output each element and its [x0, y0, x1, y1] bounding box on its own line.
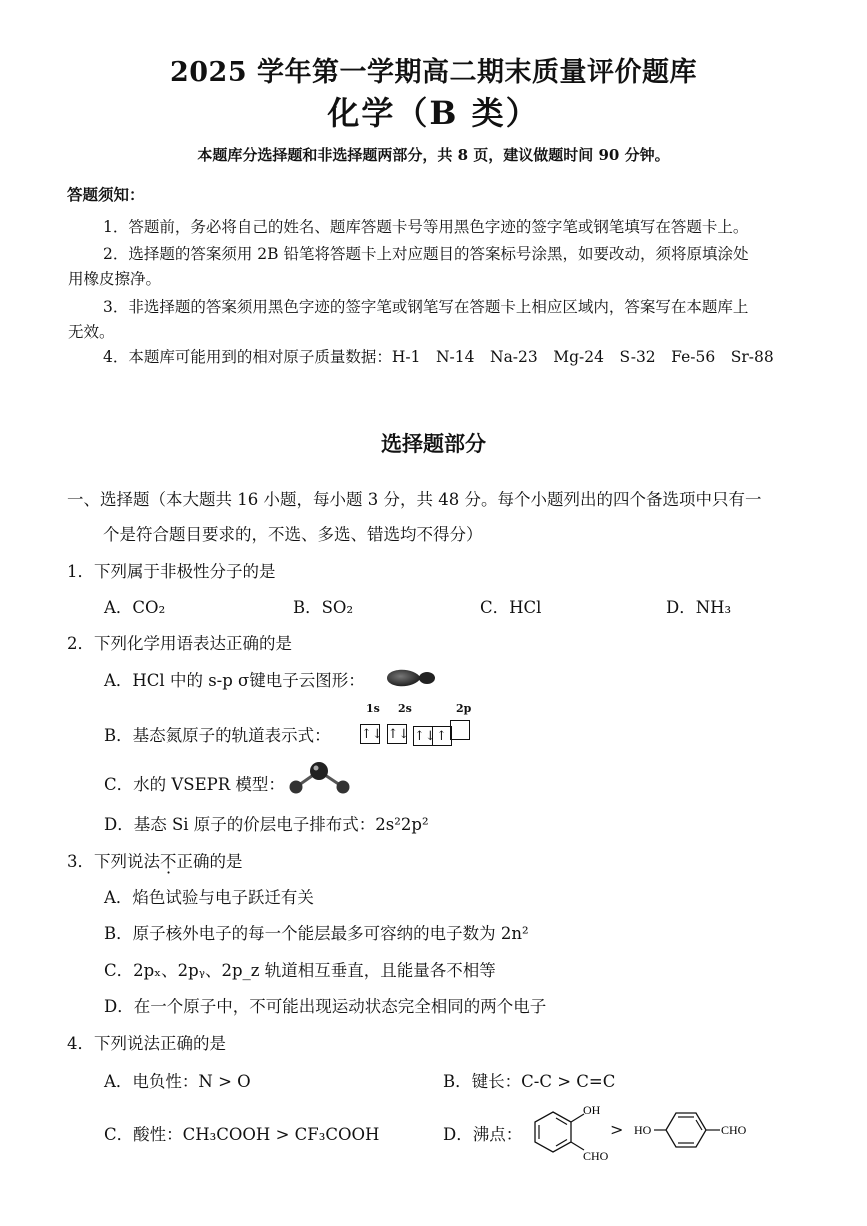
q4-stem: 4．下列说法正确的是 — [67, 1034, 226, 1053]
q4-option-b: B．键长：C-C > C=C — [443, 1072, 616, 1091]
water-vsepr-model-image — [282, 760, 356, 796]
q4-option-d-label: D．沸点： — [443, 1125, 523, 1144]
orbital-box: ↑↓ — [413, 726, 433, 746]
q4-option-c: C．酸性：CH₃COOH > CF₃COOH — [104, 1125, 380, 1144]
notice-item-2b: 用橡皮擦净。 — [68, 270, 162, 288]
q1-stem: 1．下列属于非极性分子的是 — [67, 562, 276, 581]
part1-line1: 一、选择题（本大题共 16 小题，每小题 3 分，共 48 分。每个小题列出的四个备选项中只有一 — [67, 490, 762, 509]
q4-option-a: A．电负性：N > O — [104, 1072, 251, 1091]
q2-option-c: C．水的 VSEPR 模型： — [104, 775, 285, 794]
orbital-box-group-2p — [413, 720, 469, 746]
orbital-label-2p: 2p — [456, 702, 472, 715]
oh-label: OH — [583, 1103, 601, 1117]
q1-option-d: D．NH₃ — [666, 598, 732, 617]
q1-option-c: C．HCl — [480, 598, 542, 617]
notice-item-1: 1．答题前，务必将自己的姓名、题库答题卡号等用黑色字迹的签字笔或钢笔填写在答题卡上。 — [103, 218, 749, 236]
orbital-label-1s: 1s — [366, 702, 380, 715]
q3-option-a: A．焰色试验与电子跃迁有关 — [104, 888, 314, 907]
q3-option-c: C．2pₓ、2pᵧ、2p_z 轨道相互垂直，且能量各不相等 — [104, 961, 496, 980]
notice-item-3b: 无效。 — [68, 323, 115, 341]
q2-option-d: D．基态 Si 原子的价层电子排布式：2s²2p² — [104, 815, 429, 834]
orbital-label-2s: 2s — [398, 702, 412, 715]
q2-stem: 2．下列化学用语表达正确的是 — [67, 634, 292, 653]
notice-item-2a: 2．选择题的答案须用 2B 铅笔将答题卡上对应题目的答案标号涂黑，如要改动，须将原填涂处 — [103, 245, 749, 263]
paper-subject: 化学（B 类） — [327, 94, 540, 132]
q1-option-b: B．SO₂ — [293, 598, 354, 617]
section-title: 选择题部分 — [381, 431, 486, 456]
q3-stem-pre: 3．下列说法 — [67, 852, 160, 871]
q3-stem-emphasis: 不正确 — [160, 852, 210, 871]
q3-stem — [67, 848, 243, 872]
part1-line2: 个是符合题目要求的，不选、多选、错选均不得分） — [103, 525, 483, 544]
greater-than-sign: > — [610, 1120, 624, 1139]
orbital-box: ↑ — [432, 726, 452, 746]
orbital-box: ↑↓ — [360, 724, 380, 744]
paper-intro: 本题库分选择题和非选择题两部分，共 8 页，建议做题时间 90 分钟。 — [197, 146, 670, 164]
notice-item-3a: 3．非选择题的答案须用黑色字迹的签字笔或钢笔写在答题卡上相应区域内，答案写在本题库上 — [103, 298, 749, 316]
q3-option-b: B．原子核外电子的每一个能层最多可容纳的电子数为 2n² — [104, 924, 529, 943]
paper-title: 2025 学年第一学期高二期末质量评价题库 — [169, 57, 698, 88]
orbital-box: ↑↓ — [387, 724, 407, 744]
orbital-box-group-2s — [387, 723, 410, 744]
ho-label: HO — [634, 1123, 652, 1137]
q3-option-d: D．在一个原子中，不可能出现运动状态完全相同的两个电子 — [104, 997, 547, 1016]
notice-heading: 答题须知： — [67, 185, 145, 204]
orbital-box — [450, 720, 470, 740]
q2-option-b: B．基态氮原子的轨道表示式： — [104, 726, 331, 745]
cho-label-para: CHO — [721, 1123, 747, 1137]
q1-option-a: A．CO₂ — [104, 598, 166, 617]
orbital-box-group-1s — [360, 723, 383, 744]
q2-option-a: A．HCl 中的 s-p σ键电子云图形： — [104, 671, 365, 690]
nitrogen-orbital-diagram — [360, 702, 510, 746]
notice-item-4: 4．本题库可能用到的相对原子质量数据：H-1 N-14 Na-23 Mg-24 S-32 Fe-56 Sr-88 — [103, 348, 774, 366]
sp-sigma-orbital-image — [383, 664, 441, 692]
cho-label-ortho: CHO — [583, 1149, 609, 1162]
ortho-hydroxybenzaldehyde-structure — [526, 1098, 616, 1162]
para-hydroxybenzaldehyde-structure — [634, 1106, 754, 1152]
q3-stem-post: 的是 — [209, 852, 243, 871]
